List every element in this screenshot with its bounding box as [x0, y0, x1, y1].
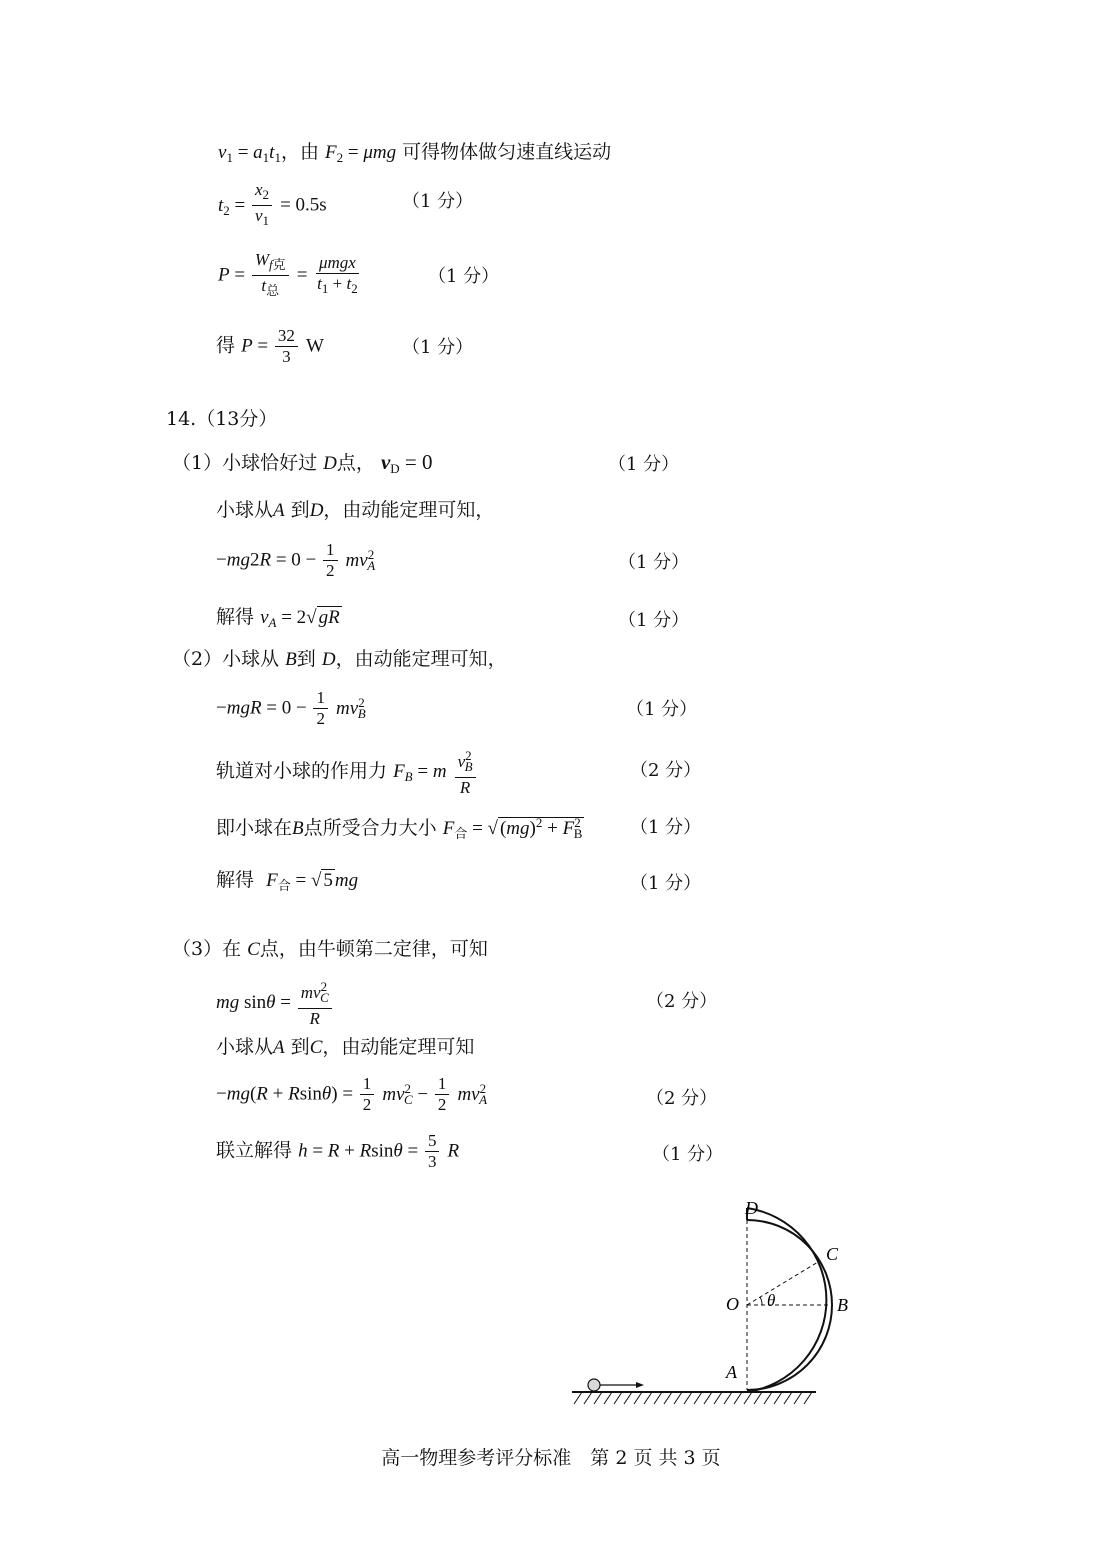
- score: （1 分）: [402, 191, 474, 212]
- score: （2 分）: [630, 760, 702, 781]
- ball: [588, 1379, 600, 1391]
- radius-OC: [747, 1262, 818, 1305]
- label-theta: θ: [767, 1291, 776, 1310]
- part3-line1: （3）在 C点，由牛顿第二定律，可知: [172, 938, 488, 960]
- score: （1 分）: [608, 454, 680, 475]
- label-B: B: [837, 1295, 848, 1315]
- eq-Fnet-result: 解得 $F_合$ = √ 5 mg: [216, 869, 359, 893]
- eq-energy-AD: −mg2R = 0 − $\frac{1}{2}$ $mv^2_A$: [216, 540, 376, 580]
- score: （1 分）: [652, 1144, 724, 1165]
- angle-arc: [760, 1297, 762, 1305]
- part3-line3: 小球从A 到C，由动能定理可知: [216, 1036, 475, 1058]
- eq-power-result: 得 P = $\frac{32}{3}$ W: [216, 326, 324, 366]
- eq-energy-AC: −mg(R + Rsinθ) = $\frac{1}{2}$ $mv^2_C$ − $\frac{1}{2}$ $mv^2_A$: [216, 1074, 488, 1114]
- score: （2 分）: [646, 991, 718, 1012]
- eq-vA: 解得 $v_A = 2√$ gR: [216, 606, 340, 630]
- score: （1 分）: [402, 337, 474, 358]
- track-outer-arc: [747, 1208, 826, 1392]
- track-diagram: [560, 1192, 860, 1422]
- eq-t2: $t_2$ = $\frac{x_2}{v_1}$ = 0.5s: [218, 180, 327, 228]
- part1-line1: （1）小球恰好过 D点， $v_D = 0$: [172, 450, 433, 476]
- score: （1 分）: [630, 817, 702, 838]
- eq-energy-BD: −mgR = 0 − $\frac{1}{2}$ $mv^2_B$: [216, 688, 366, 728]
- eq-h-result: 联立解得 h = R + Rsinθ = $\frac{5}{3}$ R: [216, 1131, 460, 1171]
- label-A: A: [726, 1362, 737, 1382]
- eq-power: P = $\frac{W_{f克}}{t_总}$ = $\frac{\text{μmgx}}{t_1 + t_2}$: [218, 250, 358, 298]
- question-heading: 14.（13分）: [166, 408, 278, 430]
- ground-hatching: [574, 1392, 812, 1404]
- eq-C-newton: mg sinθ = $\frac{mv^2_C}{R}$: [216, 977, 334, 1029]
- score: （1 分）: [618, 552, 690, 573]
- label-O: O: [726, 1294, 739, 1314]
- score: （2 分）: [646, 1088, 718, 1109]
- label-D: D: [745, 1198, 758, 1218]
- score: （1 分）: [630, 873, 702, 894]
- eq-Fnet: 即小球在B点所受合力大小 $F_合$ = √ $(mg)^2 + F^2_B$: [216, 815, 583, 841]
- score: （1 分）: [626, 699, 698, 720]
- eq-v1: $v_1 = a_1t_1$，由 $F_2 = \mu mg$ 可得物体做匀速直线运动: [218, 141, 612, 165]
- velocity-arrowhead: [636, 1382, 644, 1388]
- eq-FB: 轨道对小球的作用力 $F_B = m$ $\frac{v^2_B}{R}$: [216, 746, 478, 798]
- page-footer: 高一物理参考评分标准 第 2 页 共 3 页: [381, 1447, 721, 1469]
- score: （1 分）: [618, 610, 690, 631]
- label-C: C: [826, 1244, 839, 1264]
- part2-line1: （2）小球从 B到 D，由动能定理可知，: [172, 648, 507, 670]
- score: （1 分）: [428, 266, 500, 287]
- part1-line2: 小球从A 到D，由动能定理可知，: [216, 499, 495, 521]
